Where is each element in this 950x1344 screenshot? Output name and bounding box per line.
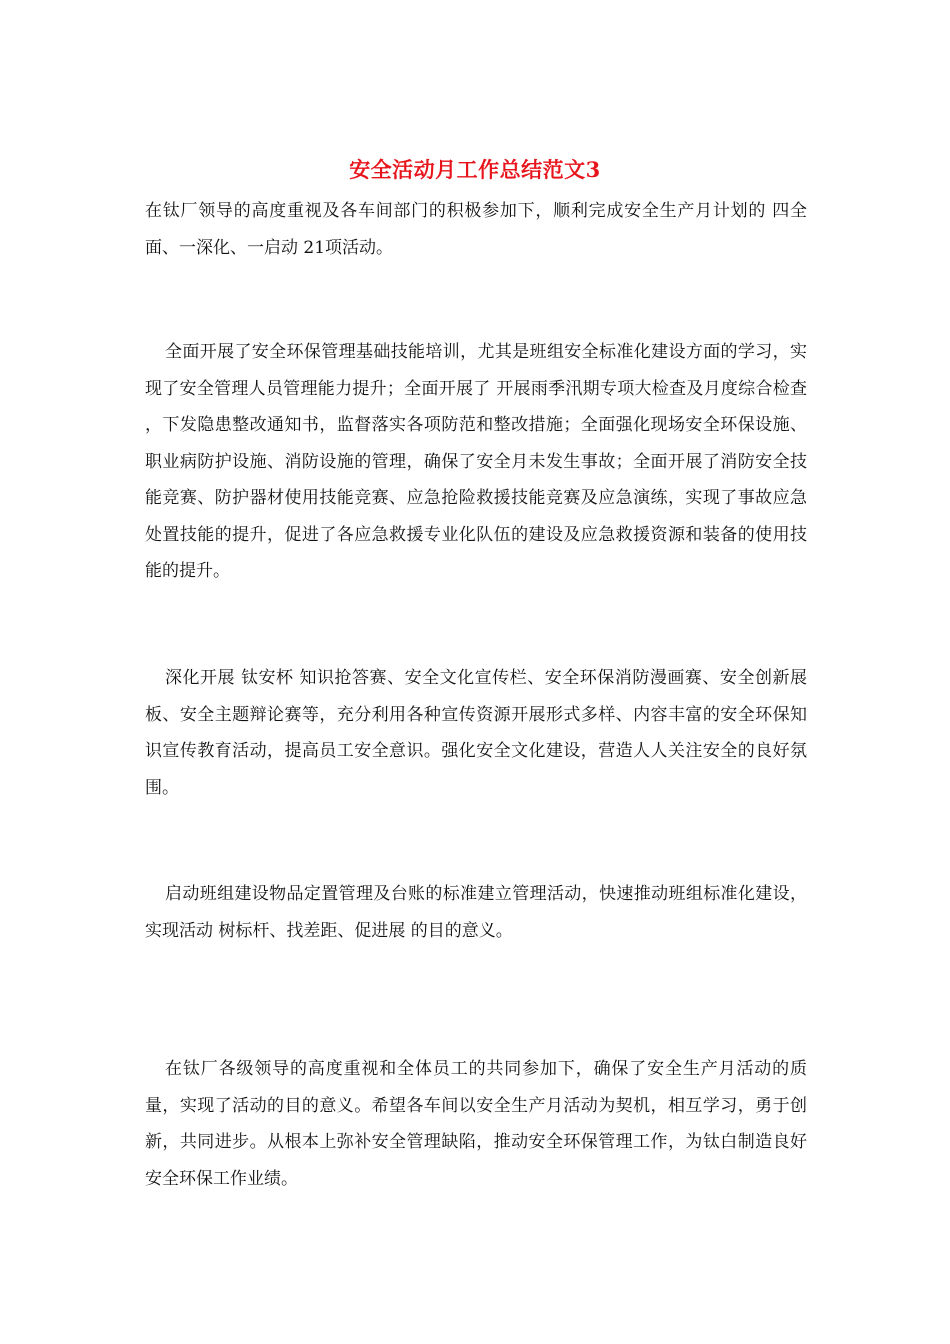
paragraph-comprehensive: 全面开展了安全环保管理基础技能培训，尤其是班组安全标准化建设方面的学习，实现了安全管理人员管理能力提升；全面开展了 开展雨季汛期专项大检查及月度综合检查 ，下发隐患整改通知书，监督落实各项防范和整改措施；全面强化现场安全环保设施、职业病防护设施、消防设施的管理，确保了安全月未发生事故；全面开展了消防安全技能竞赛、防护器材使用技能竞赛、应急抢险救援技能竞赛及应急演练，实现了事故应急处置技能的提升，促进了各应急救援专业化队伍的建设及应急救援资源和装备的使用技能的提升。 [145,342,807,581]
paragraph-intro: 在钛厂领导的高度重视及各车间部门的积极参加下，顺利完成安全生产月计划的 四全面、一深化、一启动 21项活动。 [145,201,807,258]
paragraph-conclusion: 在钛厂各级领导的高度重视和全体员工的共同参加下，确保了安全生产月活动的质量，实现了活动的目的意义。希望各车间以安全生产月活动为契机，相互学习，勇于创新，共同进步。从根本上弥补安全管理缺陷，推动安全环保管理工作，为钛白制造良好安全环保工作业绩。 [145,1059,807,1189]
document-title: 安全活动月工作总结范文3 [349,157,601,182]
paragraph-deepen: 深化开展 钛安杯 知识抢答赛、安全文化宣传栏、安全环保消防漫画赛、安全创新展板、安全主题辩论赛等，充分利用各种宣传资源开展形式多样、内容丰富的安全环保知识宣传教育活动，提高员工安全意识。强化安全文化建设，营造人人关注安全的良好氛围。 [145,668,807,798]
paragraph-launch: 启动班组建设物品定置管理及台账的标准建立管理活动，快速推动班组标准化建设，实现活动 树标杆、找差距、促进展 的目的意义。 [145,884,807,941]
